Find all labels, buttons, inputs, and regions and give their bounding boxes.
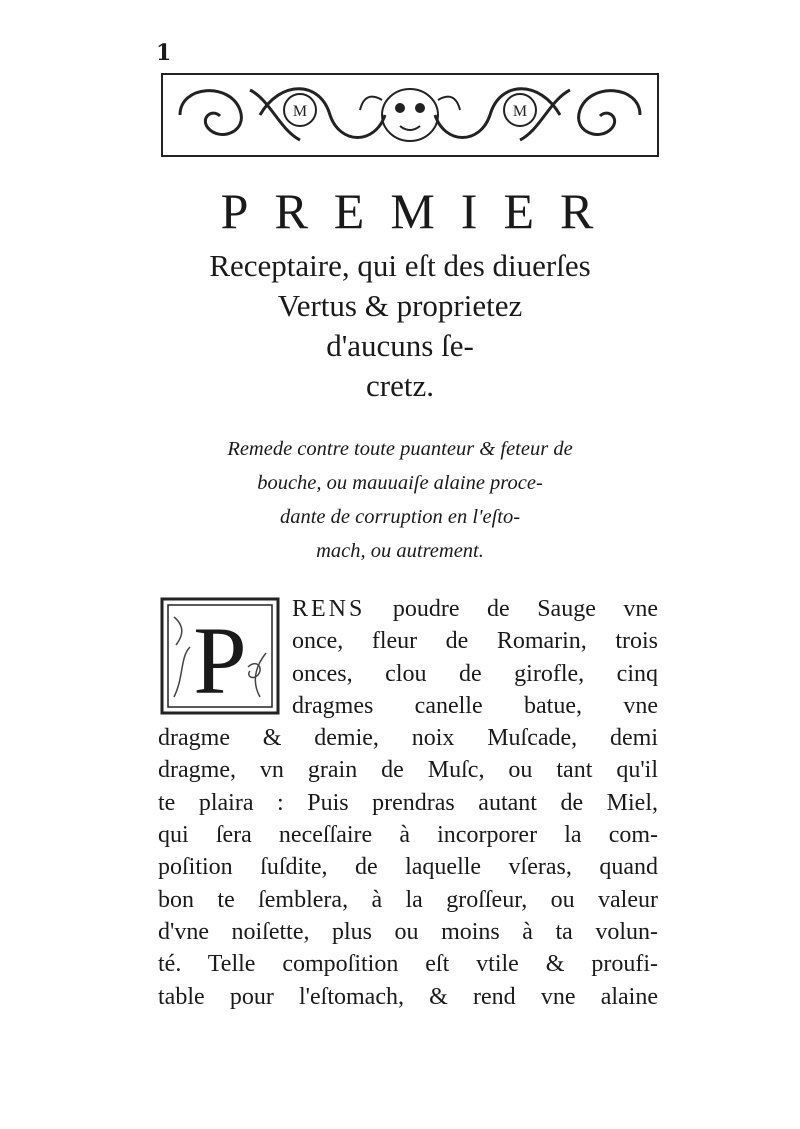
body-line: dragmes canelle batue, vne [292, 692, 658, 719]
body-line: poſition ſuſdite, de laquelle vſeras, quand [158, 854, 658, 881]
body-line: té. Telle compoſition eſt vtile & proufi- [158, 951, 658, 978]
heading-line: bouche, ou mauuaiſe alaine proce- [257, 472, 543, 494]
body-line: bon te ſemblera, à la groſſeur, ou valeur [158, 886, 658, 913]
ornamental-headpiece [160, 70, 660, 160]
svg-text:M: M [512, 103, 528, 120]
page-title: PREMIER [220, 183, 620, 239]
mask-face [360, 89, 460, 141]
body-line: dragme, vn grain de Muſc, ou tant qu'il [158, 757, 658, 784]
title-subtitle [0, 246, 800, 406]
body-line: te plaira : Puis prendras autant de Miel, [158, 789, 658, 816]
body-line: table pour l'eſtomach, & rend vne alaine [158, 983, 658, 1010]
title-line: cretz. [366, 368, 434, 403]
body-line: dragme & demie, noix Muſcade, demi [158, 725, 658, 752]
body-text [158, 593, 658, 1013]
page-number: 1 [156, 40, 172, 66]
svg-text:P: P [193, 607, 247, 714]
title-line: Vertus & proprietez [277, 288, 523, 323]
heading-line: Remede contre toute puanteur & feteur de [227, 438, 573, 460]
title-line: Receptaire, qui eſt des diuerſes [209, 248, 591, 283]
body-line: qui ſera neceſſaire à incorporer la com- [158, 822, 658, 849]
title-line: d'aucuns ſe- [326, 328, 474, 363]
body-line: d'vne noiſette, plus ou moins à ta volun- [158, 918, 658, 945]
body-line: onces, clou de girofle, cinq [292, 660, 658, 687]
svg-text:M: M [292, 103, 308, 120]
section-heading [0, 432, 800, 568]
first-word-rest: RENS [292, 596, 366, 622]
heading-line: dante de corruption en l'eſto- [279, 506, 521, 528]
heading-line: mach, ou autrement. [316, 540, 484, 562]
body-line: RENS poudre de Sauge vne [292, 596, 658, 622]
body-line: once, fleur de Romarin, trois [292, 628, 658, 655]
